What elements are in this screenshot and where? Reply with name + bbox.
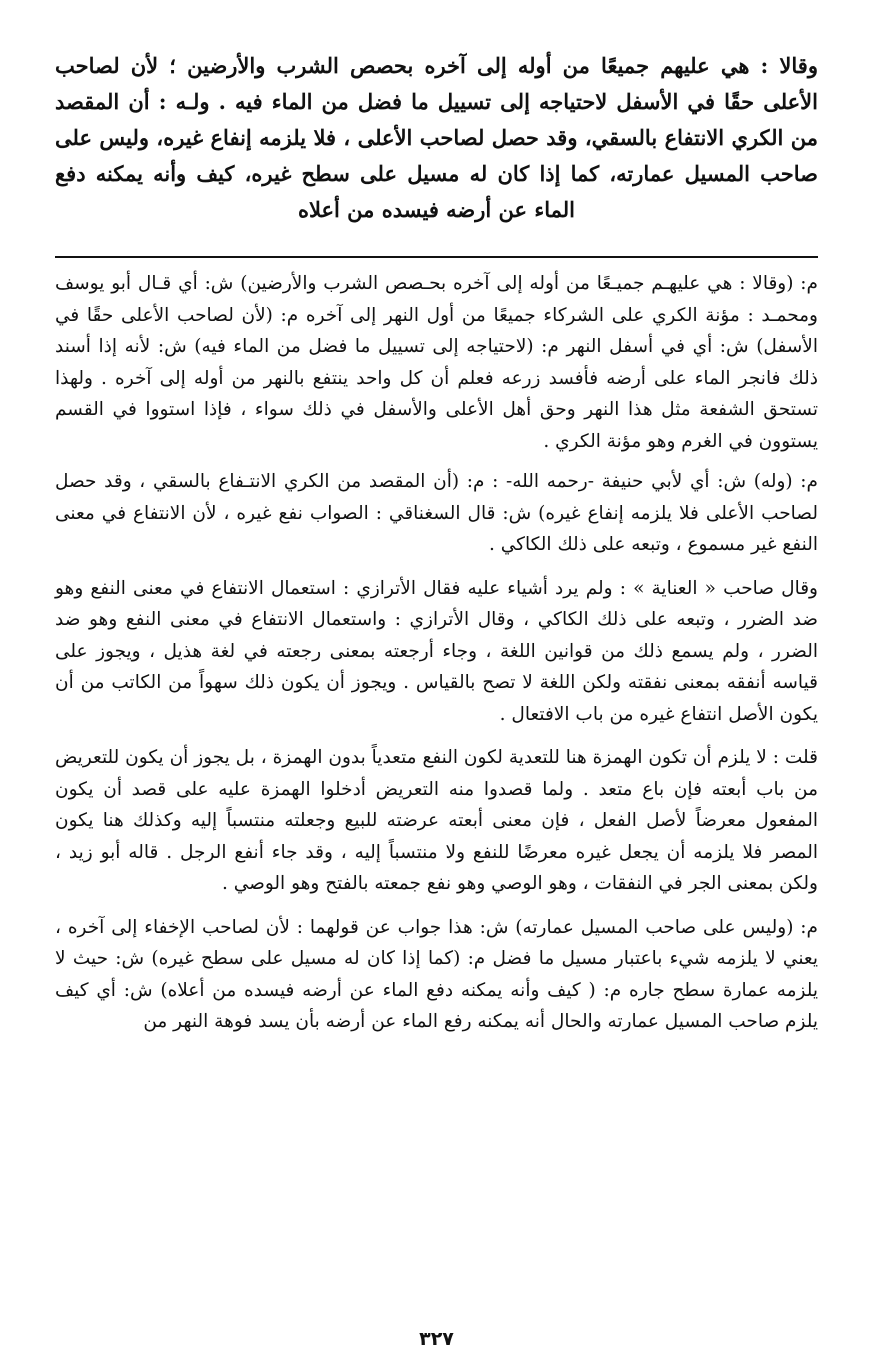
page-number: ٣٢٧ [419,1328,454,1350]
sharh-paragraph: وقال صاحب « العناية » : ولم يرد أشياء عليه فقال الأترازي : استعمال الانتفاع في معنى النفع وهو ضد الضرر ، وتبعه على ذلك الكاكي ، وقال الأترازي : واستعمال الانتفاع في معنى النفع وهو ضد الضرر ، ولم يسمع ذلك من قوانين اللغة ، وجاء أرجعته بمعنى رجعته في لغة هذيل ، ويجوز على قياسه أنفقه بمعنى نفقته ولكن اللغة لا تصح بالقياس . ويجوز أن يكون ذلك سهواً من الكاتب من أن يكون الأصل انتفاع غيره من باب الافتعال . [55,577,818,725]
matn-main-text: وقالا : هي عليهم جميعًا من أوله إلى آخره بحصص الشرب والأرضين ؛ لأن لصاحب الأعلى حقًا في الأسفل لاحتياجه إلى تسييل ما فضل من الماء فيه . ولـه : أن المقصد من الكري الانتفاع بالسقي، وقد حصل لصاحب الأعلى ، فلا يلزمه إنفاع غيره، وليس على صاحب المسيل عمارته، كما إذا كان له مسيل على سطح غيره، كيف وأنه يمكنه دفع الماء عن أرضه فيسده من أعلاه [55,53,818,222]
page [55,48,818,1371]
sharh-paragraph: م: (وقالا : هي عليهـم جميـعًا من أوله إلى آخره بحـصص الشرب والأرضين) ش: أي قـال أبو يوسف ومحمـد : مؤنة الكري على الشركاء جميعًا من أول النهر إلى آخره م: (لأن لصاحب الأعلى حقًا في الأسفل) ش: أي في أسفل النهر م: (لاحتياجه إلى تسييل ما فضل من الماء فيه) ش: لأنه إذا أسند ذلك فانجر الماء على أرضه فأفسد زرعه فعلم أن كل واحد ينتفع بالنهر من أوله إلى آخره . ولهذا تستحق الشفعة مثل هذا النهر وحق أهل الأعلى والأسفل في ذلك سواء ، فإذا استووا في القسم يستوون في الغرم وهو مؤنة الكري . [55,273,818,452]
sharh-paragraph: قلت : لا يلزم أن تكون الهمزة هنا للتعدية لكون النفع متعدياً بدون الهمزة ، بل يجوز أن يكون للتعريض من باب أبعته فإن باع متعد . ولما قصدوا منه التعريض أدخلوا الهمزة عليه على قصد أن يكون المفعول معرضاً لأصل الفعل ، فإن معنى أبعته عرضته للبيع وجعلته منتسباً إليه وكذلك هنا يكون المصر فلا يلزمه أن يجعل غيره معرضًا للنفع ولا منتسباً إليه ، وقد جاء أنفع الرجل . قاله أبو زيد ، ولكن بمعنى الجر في النفقات ، وهو الوصي وهو نفع جمعته بالفتح وهو الوصي . [55,747,818,894]
separator-line [55,256,818,258]
sharh-paragraph: م: (وليس على صاحب المسيل عمارته) ش: هذا جواب عن قولهما : لأن لصاحب الإخفاء إلى آخره ، يعني لا يلزمه شيء باعتبار مسيل ما فضل م: (كما إذا كان له مسيل على سطح غيره) ش: حيث لا يلزمه عمارة سطح جاره م: ( كيف وأنه يمكنه دفع الماء عن أرضه فيسده من أعلاه) ش: أي كيف يلزم صاحب المسيل عمارته والحال أنه يمكنه رفع الماء عن أرضه بأن يسد فوهة النهر من [55,916,818,1032]
sharh-paragraph: م: (وله) ش: أي لأبي حنيفة -رحمه الله- : م: (أن المقصد من الكري الانتـفاع بالسقي ، وقد حصل لصاحب الأعلى فلا يلزمه إنفاع غيره) ش: قال السغناقي : الصواب نفع غيره ، لأن الانتفاع في معنى النفع غير مسموع ، وتبعه على ذلك الكاكي . [55,471,818,555]
sharh-commentary [55,268,818,1038]
